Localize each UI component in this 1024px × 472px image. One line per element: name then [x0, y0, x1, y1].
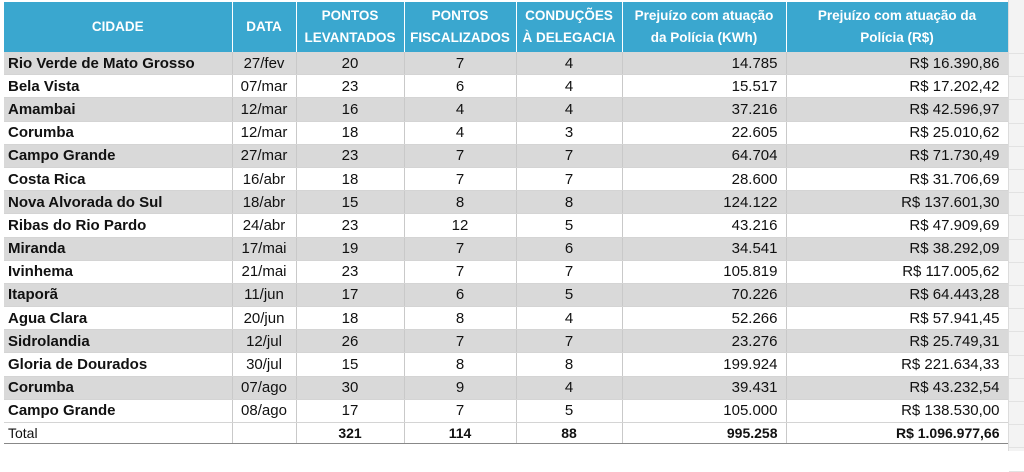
gridline: [1009, 76, 1024, 77]
gridline: [1009, 146, 1024, 147]
cell-prejuizo-rs[interactable]: R$ 138.530,00: [786, 399, 1008, 422]
header-prejuizo-kwh[interactable]: [622, 2, 786, 52]
gridline: [1009, 471, 1024, 472]
total-pontos-fiscalizados[interactable]: 114: [404, 423, 516, 444]
table-row: [4, 52, 1008, 75]
cell-conducoes[interactable]: 7: [516, 144, 622, 167]
cell-conducoes[interactable]: 4: [516, 376, 622, 399]
cell-conducoes[interactable]: 6: [516, 237, 622, 260]
cell-cidade[interactable]: Miranda: [4, 237, 232, 260]
cell-cidade[interactable]: Campo Grande: [4, 399, 232, 422]
cell-data[interactable]: 12/mar: [232, 121, 296, 144]
cell-conducoes[interactable]: 8: [516, 191, 622, 214]
cell-pontos-fiscalizados[interactable]: 7: [404, 330, 516, 353]
cell-data[interactable]: 24/abr: [232, 214, 296, 237]
adjacent-empty-column[interactable]: [1008, 0, 1024, 451]
cell-pontos-levantados[interactable]: 17: [296, 283, 404, 306]
cell-conducoes[interactable]: 5: [516, 399, 622, 422]
cell-pontos-levantados[interactable]: 23: [296, 214, 404, 237]
cell-pontos-fiscalizados[interactable]: 6: [404, 283, 516, 306]
cell-conducoes[interactable]: 8: [516, 353, 622, 376]
cell-data[interactable]: 17/mai: [232, 237, 296, 260]
cell-conducoes[interactable]: 7: [516, 330, 622, 353]
cell-pontos-fiscalizados[interactable]: 7: [404, 52, 516, 75]
gridline: [1009, 99, 1024, 100]
header-line: LEVANTADOS: [304, 30, 396, 45]
cell-prejuizo-kwh[interactable]: 199.924: [622, 353, 786, 376]
header-line: CONDUÇÕES: [525, 8, 613, 23]
cell-data[interactable]: 30/jul: [232, 353, 296, 376]
cell-cidade[interactable]: Rio Verde de Mato Grosso: [4, 52, 232, 75]
gridline: [1009, 239, 1024, 240]
cell-pontos-fiscalizados[interactable]: 12: [404, 214, 516, 237]
gridline: [1009, 378, 1024, 379]
table-row: [4, 307, 1008, 330]
gridline: [1009, 355, 1024, 356]
cell-data[interactable]: 12/jul: [232, 330, 296, 353]
cell-conducoes[interactable]: 7: [516, 167, 622, 190]
cell-pontos-fiscalizados[interactable]: 8: [404, 353, 516, 376]
cell-pontos-levantados[interactable]: 23: [296, 144, 404, 167]
cell-prejuizo-kwh[interactable]: 34.541: [622, 237, 786, 260]
table-row: [4, 121, 1008, 144]
cell-prejuizo-kwh[interactable]: 28.600: [622, 167, 786, 190]
cell-data[interactable]: 12/mar: [232, 98, 296, 121]
cell-conducoes[interactable]: 4: [516, 307, 622, 330]
cell-prejuizo-kwh[interactable]: 64.704: [622, 144, 786, 167]
header-line: da Polícia (KWh): [650, 30, 758, 45]
cell-prejuizo-rs[interactable]: R$ 16.390,86: [786, 52, 1008, 75]
cell-prejuizo-rs[interactable]: R$ 42.596,97: [786, 98, 1008, 121]
cell-pontos-fiscalizados[interactable]: 8: [404, 191, 516, 214]
cell-pontos-levantados[interactable]: 15: [296, 191, 404, 214]
cell-prejuizo-rs[interactable]: R$ 47.909,69: [786, 214, 1008, 237]
cell-conducoes[interactable]: 4: [516, 98, 622, 121]
header-conducoes[interactable]: [516, 2, 622, 52]
cell-prejuizo-kwh[interactable]: 105.819: [622, 260, 786, 283]
cell-data[interactable]: 20/jun: [232, 307, 296, 330]
table-row: [4, 283, 1008, 306]
cell-pontos-levantados[interactable]: 15: [296, 353, 404, 376]
cell-prejuizo-rs[interactable]: R$ 25.749,31: [786, 330, 1008, 353]
gridline: [1009, 424, 1024, 425]
cell-prejuizo-rs[interactable]: R$ 17.202,42: [786, 75, 1008, 98]
gridline: [1009, 331, 1024, 332]
data-table: [4, 2, 1009, 444]
cell-pontos-levantados[interactable]: 18: [296, 121, 404, 144]
gridline: [1009, 215, 1024, 216]
cell-data[interactable]: 21/mai: [232, 260, 296, 283]
gridline: [1009, 169, 1024, 170]
cell-cidade[interactable]: Campo Grande: [4, 144, 232, 167]
header-data[interactable]: DATA: [232, 2, 296, 52]
table-row: [4, 191, 1008, 214]
cell-prejuizo-kwh[interactable]: 15.517: [622, 75, 786, 98]
header-line: FISCALIZADOS: [410, 30, 510, 45]
cell-prejuizo-kwh[interactable]: 124.122: [622, 191, 786, 214]
cell-data[interactable]: 11/jun: [232, 283, 296, 306]
header-line: Polícia (R$): [860, 30, 934, 45]
gridline: [1009, 308, 1024, 309]
cell-cidade[interactable]: Ivinhema: [4, 260, 232, 283]
cell-prejuizo-rs[interactable]: R$ 38.292,09: [786, 237, 1008, 260]
cell-prejuizo-kwh[interactable]: 52.266: [622, 307, 786, 330]
cell-cidade[interactable]: Amambai: [4, 98, 232, 121]
cell-pontos-fiscalizados[interactable]: 6: [404, 75, 516, 98]
gridline: [1009, 285, 1024, 286]
cell-pontos-levantados[interactable]: 16: [296, 98, 404, 121]
cell-data[interactable]: 27/fev: [232, 52, 296, 75]
cell-prejuizo-kwh[interactable]: 23.276: [622, 330, 786, 353]
cell-conducoes[interactable]: 4: [516, 75, 622, 98]
cell-prejuizo-kwh[interactable]: 22.605: [622, 121, 786, 144]
header-line: PONTOS: [321, 8, 379, 23]
cell-prejuizo-rs[interactable]: R$ 117.005,62: [786, 260, 1008, 283]
cell-data[interactable]: 18/abr: [232, 191, 296, 214]
cell-pontos-levantados[interactable]: 30: [296, 376, 404, 399]
gridline: [1009, 447, 1024, 448]
table-row: [4, 75, 1008, 98]
table-row: [4, 330, 1008, 353]
cell-prejuizo-kwh[interactable]: 37.216: [622, 98, 786, 121]
cell-pontos-fiscalizados[interactable]: 7: [404, 237, 516, 260]
cell-cidade[interactable]: Gloria de Dourados: [4, 353, 232, 376]
cell-pontos-fiscalizados[interactable]: 7: [404, 399, 516, 422]
gridline: [1009, 401, 1024, 402]
cell-cidade[interactable]: Corumba: [4, 121, 232, 144]
cell-prejuizo-rs[interactable]: R$ 43.232,54: [786, 376, 1008, 399]
total-row: [4, 423, 1008, 444]
header-pontos-levantados[interactable]: [296, 2, 404, 52]
cell-pontos-fiscalizados[interactable]: 7: [404, 167, 516, 190]
cell-prejuizo-kwh[interactable]: 70.226: [622, 283, 786, 306]
cell-conducoes[interactable]: 5: [516, 214, 622, 237]
cell-prejuizo-rs[interactable]: R$ 31.706,69: [786, 167, 1008, 190]
table-row: [4, 260, 1008, 283]
table-row: [4, 399, 1008, 422]
cell-cidade[interactable]: Agua Clara: [4, 307, 232, 330]
header-prejuizo-rs[interactable]: [786, 2, 1008, 52]
header-pontos-fiscalizados[interactable]: [404, 2, 516, 52]
cell-conducoes[interactable]: 4: [516, 52, 622, 75]
cell-pontos-fiscalizados[interactable]: 8: [404, 307, 516, 330]
cell-pontos-levantados[interactable]: 19: [296, 237, 404, 260]
table-row: [4, 214, 1008, 237]
cell-conducoes[interactable]: 7: [516, 260, 622, 283]
total-conducoes[interactable]: 88: [516, 423, 622, 444]
cell-prejuizo-rs[interactable]: R$ 57.941,45: [786, 307, 1008, 330]
header-cidade[interactable]: CIDADE: [4, 2, 232, 52]
cell-cidade[interactable]: Itaporã: [4, 283, 232, 306]
cell-conducoes[interactable]: 3: [516, 121, 622, 144]
cell-cidade[interactable]: Ribas do Rio Pardo: [4, 214, 232, 237]
table-row: [4, 144, 1008, 167]
total-prejuizo-kwh[interactable]: 995.258: [622, 423, 786, 444]
cell-pontos-levantados[interactable]: 20: [296, 52, 404, 75]
cell-cidade[interactable]: Bela Vista: [4, 75, 232, 98]
cell-pontos-fiscalizados[interactable]: 9: [404, 376, 516, 399]
cell-conducoes[interactable]: 5: [516, 283, 622, 306]
cell-data[interactable]: 27/mar: [232, 144, 296, 167]
gridline: [1009, 53, 1024, 54]
table-row: [4, 98, 1008, 121]
table-row: [4, 376, 1008, 399]
header-row: [4, 2, 1008, 52]
cell-prejuizo-kwh[interactable]: 43.216: [622, 214, 786, 237]
cell-data[interactable]: 08/ago: [232, 399, 296, 422]
table-row: [4, 237, 1008, 260]
total-pontos-levantados[interactable]: 321: [296, 423, 404, 444]
cell-pontos-fiscalizados[interactable]: 7: [404, 260, 516, 283]
total-label[interactable]: Total: [4, 423, 232, 444]
total-prejuizo-rs[interactable]: R$ 1.096.977,66: [786, 423, 1008, 444]
cell-pontos-levantados[interactable]: 26: [296, 330, 404, 353]
cell-pontos-levantados[interactable]: 17: [296, 399, 404, 422]
cell-prejuizo-rs[interactable]: R$ 25.010,62: [786, 121, 1008, 144]
header-line: À DELEGACIA: [522, 30, 616, 45]
cell-pontos-fiscalizados[interactable]: 7: [404, 144, 516, 167]
gridline: [1009, 123, 1024, 124]
cell-prejuizo-kwh[interactable]: 39.431: [622, 376, 786, 399]
cell-data[interactable]: 16/abr: [232, 167, 296, 190]
header-line: PONTOS: [431, 8, 489, 23]
cell-prejuizo-kwh[interactable]: 14.785: [622, 52, 786, 75]
cell-pontos-fiscalizados[interactable]: 4: [404, 121, 516, 144]
cell-pontos-levantados[interactable]: 23: [296, 260, 404, 283]
cell-pontos-levantados[interactable]: 23: [296, 75, 404, 98]
cell-prejuizo-rs[interactable]: R$ 71.730,49: [786, 144, 1008, 167]
cell-prejuizo-rs[interactable]: R$ 64.443,28: [786, 283, 1008, 306]
total-data-cell[interactable]: [232, 423, 296, 444]
cell-pontos-levantados[interactable]: 18: [296, 167, 404, 190]
table-row: [4, 353, 1008, 376]
header-line: Prejuízo com atuação: [634, 8, 774, 23]
gridline: [1009, 192, 1024, 193]
cell-cidade[interactable]: Nova Alvorada do Sul: [4, 191, 232, 214]
cell-prejuizo-kwh[interactable]: 105.000: [622, 399, 786, 422]
cell-pontos-fiscalizados[interactable]: 4: [404, 98, 516, 121]
cell-cidade[interactable]: Corumba: [4, 376, 232, 399]
cell-data[interactable]: 07/ago: [232, 376, 296, 399]
cell-data[interactable]: 07/mar: [232, 75, 296, 98]
cell-pontos-levantados[interactable]: 18: [296, 307, 404, 330]
cell-cidade[interactable]: Costa Rica: [4, 167, 232, 190]
table-row: [4, 167, 1008, 190]
cell-cidade[interactable]: Sidrolandia: [4, 330, 232, 353]
cell-prejuizo-rs[interactable]: R$ 137.601,30: [786, 191, 1008, 214]
header-line: Prejuízo com atuação da: [817, 8, 977, 23]
gridline: [1009, 262, 1024, 263]
cell-prejuizo-rs[interactable]: R$ 221.634,33: [786, 353, 1008, 376]
